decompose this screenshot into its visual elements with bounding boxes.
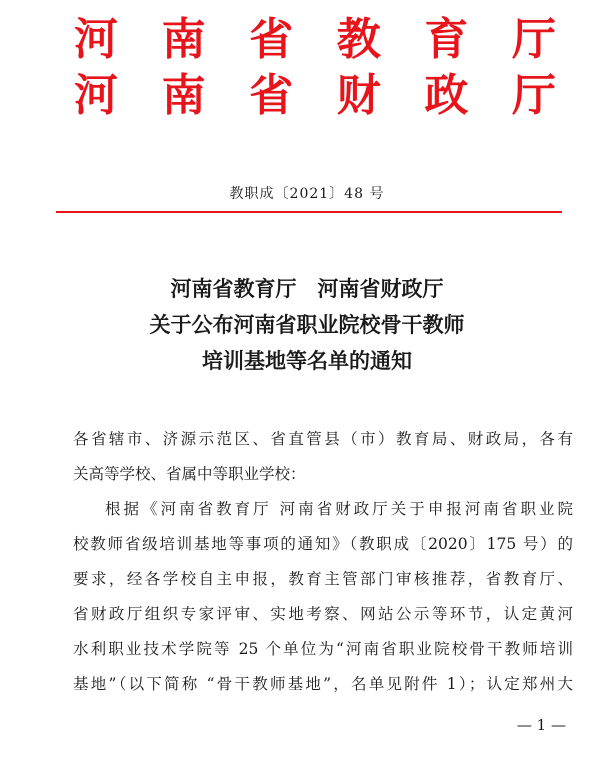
body-text: 根据《河南省教育厅 河南省财政厅关于申报河南省职业院 xyxy=(105,500,573,518)
body-text: 要求，经各学校自主申报，教育主管部门审核推荐，省教育厅、 xyxy=(73,570,573,588)
header-char: 南 xyxy=(161,70,206,121)
header-char: 政 xyxy=(424,70,469,121)
header-char: 厅 xyxy=(511,14,556,65)
header-char: 育 xyxy=(424,14,469,65)
title-line-1: 河南省教育厅 河南省财政厅 xyxy=(170,276,444,301)
red-divider xyxy=(56,211,562,213)
header-char: 河 xyxy=(74,70,118,121)
header-char: 财 xyxy=(336,70,381,121)
header-char: 厅 xyxy=(511,70,556,121)
header-char: 河 xyxy=(74,14,118,65)
body-text: 水利职业技术学院等 25 个单位为“河南省职业院校骨干教师培训 xyxy=(73,640,573,658)
header-char: 省 xyxy=(249,70,294,121)
body-text: 基地”（以下简称 “骨干教师基地”，名单见附件 1）；认定郑州大 xyxy=(73,675,573,693)
document-number: 教职成〔2021〕48 号 xyxy=(229,186,385,202)
header-char: 教 xyxy=(336,14,381,65)
header-char: 南 xyxy=(161,14,206,65)
title-line-2: 关于公布河南省职业院校骨干教师 xyxy=(149,312,465,337)
body-text: 校教师省级培训基地等事项的通知》（教职成〔2020〕175 号）的 xyxy=(73,535,573,553)
body-text: 关高等学校、省属中等职业学校： xyxy=(73,465,306,483)
page-number: — 1 — xyxy=(516,716,566,734)
title-line-3: 培训基地等名单的通知 xyxy=(202,348,412,373)
body-text: 各省辖市、济源示范区、省直管县（市）教育局、财政局，各有 xyxy=(73,430,573,448)
issuer-header-education xyxy=(70,14,560,66)
header-char: 省 xyxy=(249,14,294,65)
issuer-header-finance xyxy=(70,70,560,122)
body-text: 省财政厅组织专家评审、实地考察、网站公示等环节，认定黄河 xyxy=(73,605,573,623)
